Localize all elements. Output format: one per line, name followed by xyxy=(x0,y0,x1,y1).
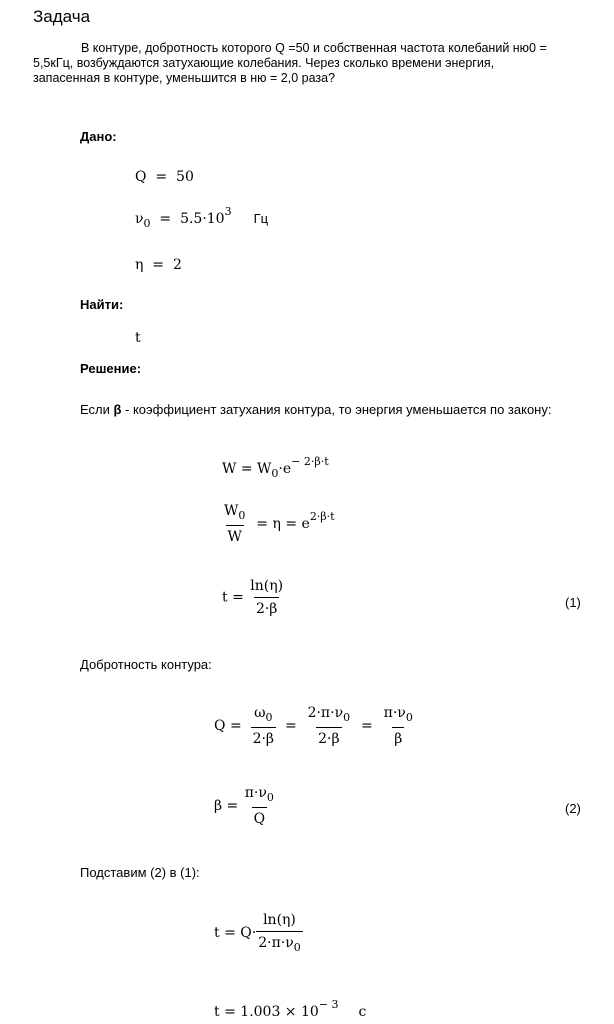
given-eta: η = 2 xyxy=(135,257,182,273)
find-label: Найти: xyxy=(80,297,124,312)
equation-ratio: $\frac{W_0}{W}$ = $\eta = e^{2\cdot\beta\cdot t}$ xyxy=(224,503,335,545)
given-label: Дано: xyxy=(80,129,117,144)
unit-label: Гц xyxy=(253,211,269,226)
problem-line: В контуре, добротность которого Q =50 и собственная частота колебаний ню0 = xyxy=(81,41,547,55)
problem-line: запасенная в контуре, уменьшится в ню = 2,0 раза? xyxy=(33,71,336,85)
equation-energy-decay: $W = W_0\cdot e^{- 2\cdot\beta\cdot t}$ xyxy=(222,455,329,480)
equation-quality: Q = $\frac{\omega_0}{2\cdot\beta}$ = $\frac{2\cdot\pi\cdot\nu_0}{2\cdot\beta}$ = $\frac{\pi\cdot\nu_0}{\beta}$ xyxy=(214,705,413,747)
quality-text: Добротность контура: xyxy=(80,657,212,672)
problem-statement xyxy=(33,41,608,86)
given-nu0: $\nu_0 = 5.5\cdot 10^3$ Гц xyxy=(135,205,269,230)
page-title: Задача xyxy=(33,7,91,26)
answer-unit: c xyxy=(358,1004,367,1020)
problem-line: 5,5кГц, возбуждаются затухающие колебания. Через сколько времени энергия, xyxy=(33,56,495,70)
find-var: t xyxy=(135,330,141,346)
solution-label: Решение: xyxy=(80,361,142,376)
solution-intro: Если β - коэффициент затухания контура, то энергия уменьшается по закону: xyxy=(80,402,552,417)
equation-beta: β = $\frac{\pi\cdot\nu_0}{Q}$ xyxy=(214,785,274,827)
given-q: Q = 50 xyxy=(135,169,194,185)
equation-t-final: t = Q· $\frac{\ln(\eta)}{2\cdot\pi\cdot\nu_0}$ xyxy=(214,912,301,954)
equation-tag-1: (1) xyxy=(565,595,581,610)
equation-tag-2: (2) xyxy=(565,801,581,816)
equation-t-beta: t = $\frac{\ln(\eta)}{2\cdot\beta}$ xyxy=(222,578,284,617)
substitution-text: Подставим (2) в (1): xyxy=(80,865,200,880)
answer: $t = 1.003 \times 10^{- 3}$ c xyxy=(214,998,367,1020)
